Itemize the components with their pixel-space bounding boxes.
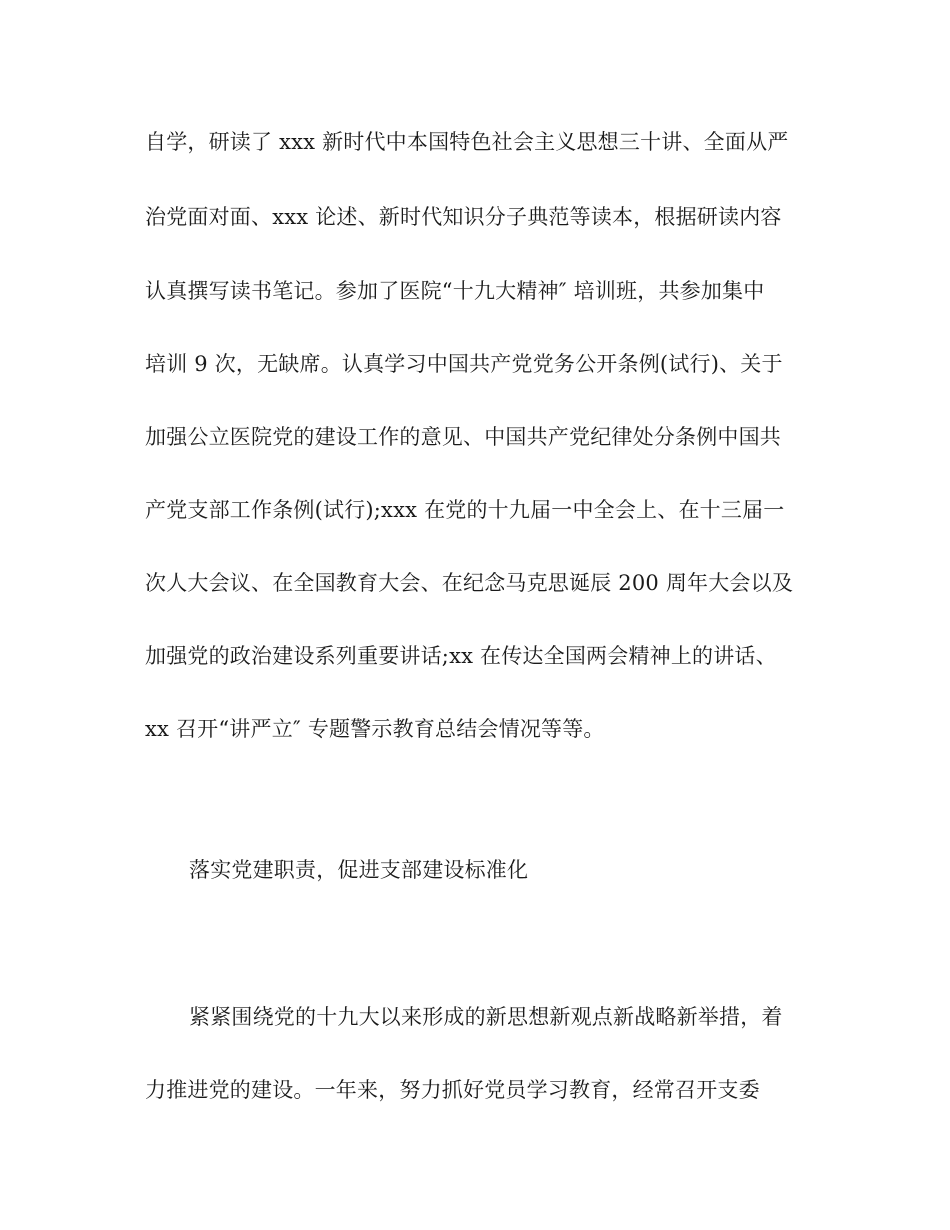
paragraph-1-line-3: 认真撰写读书笔记。参加了医院“十九大精神″ 培训班，共参加集中 (145, 279, 765, 303)
paragraph-1-line-1: 自学，研读了 xxx 新时代中本国特色社会主义思想三十讲、全面从严 (145, 130, 789, 154)
paragraph-1-line-9: xx 召开“讲严立″ 专题警示教育总结会情况等等。 (145, 717, 605, 741)
paragraph-2-line-1: 紧紧围绕党的十九大以来形成的新思想新观点新战略新举措，着 (189, 1005, 783, 1029)
paragraph-2-line-2: 力推进党的建设。一年来，努力抓好党员学习教育，经常召开支委 (145, 1078, 760, 1102)
paragraph-1-line-6: 产党支部工作条例(试行);xxx 在党的十九届一中全会上、在十三届一 (145, 498, 785, 522)
paragraph-1-line-5: 加强公立医院党的建设工作的意见、中国共产党纪律处分条例中国共 (145, 425, 781, 449)
paragraph-1-line-7: 次人大会议、在全国教育大会、在纪念马克思诞辰 200 周年大会以及 (145, 571, 794, 595)
section-heading: 落实党建职责，促进支部建设标准化 (189, 858, 529, 882)
paragraph-1-line-8: 加强党的政治建设系列重要讲话;xx 在传达全国两会精神上的讲话、 (145, 644, 777, 668)
paragraph-1-line-4: 培训 9 次，无缺席。认真学习中国共产党党务公开条例(试行)、关于 (145, 352, 783, 376)
paragraph-1-line-2: 治党面对面、xxx 论述、新时代知识分子典范等读本，根据研读内容 (145, 205, 782, 229)
